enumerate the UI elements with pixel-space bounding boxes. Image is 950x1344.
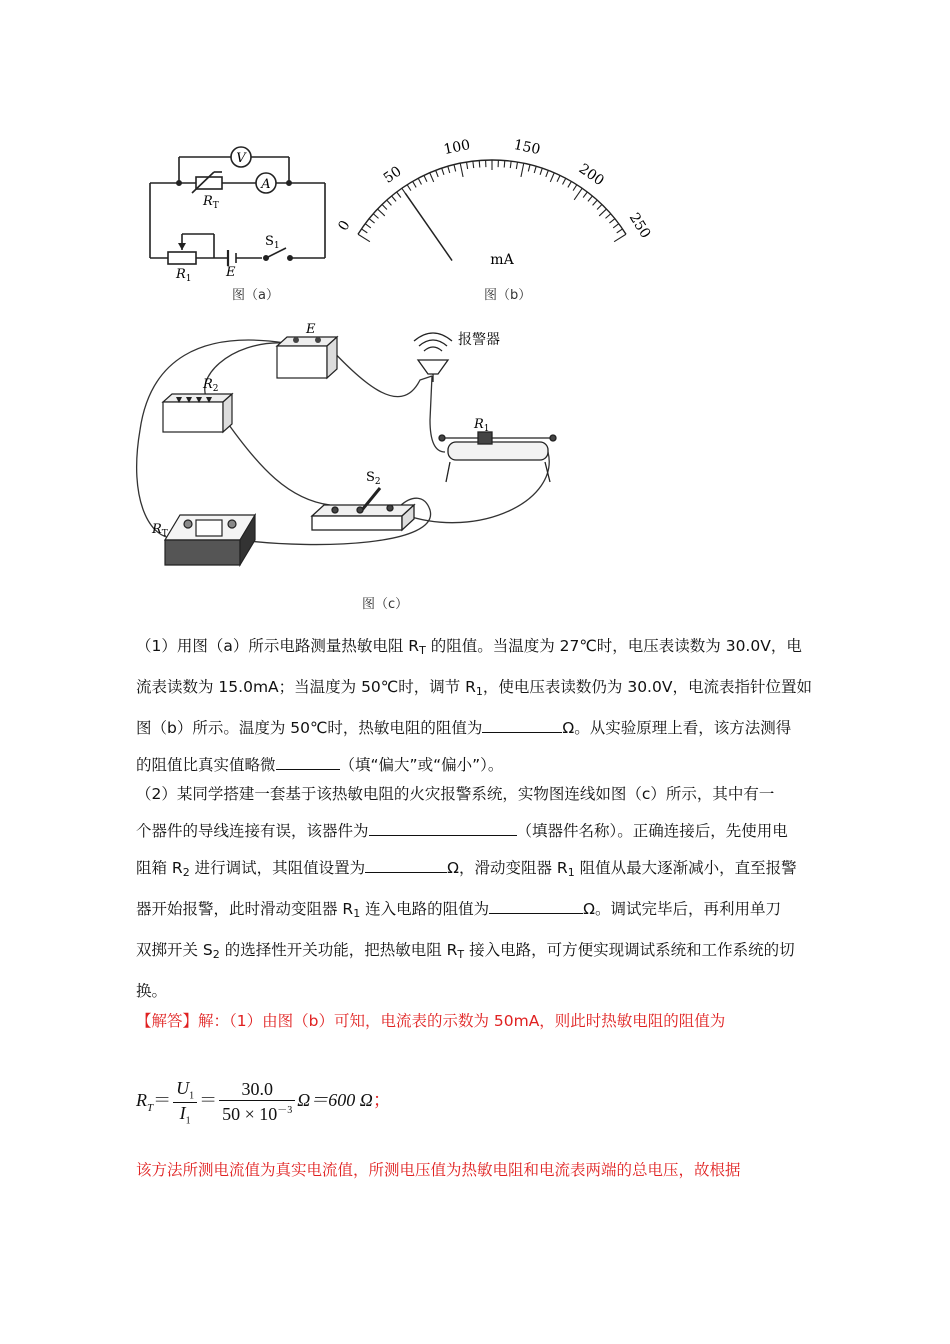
- meter-tick: [528, 165, 530, 172]
- meter-tick: [504, 161, 505, 168]
- figure-b-caption: 图（b）: [484, 288, 532, 303]
- r1c-sub: 1: [483, 424, 490, 434]
- switch-s2: [312, 488, 414, 530]
- meter-tick: [442, 168, 444, 175]
- meter-tick: [609, 219, 614, 223]
- q2-line-2: 个器件的导线连接有误，该器件为 （填器件名称）。正确连接后，先使用电: [136, 822, 788, 840]
- meter-tick: [369, 219, 374, 223]
- meter-tick: [614, 234, 626, 241]
- meter-unit: mA: [490, 252, 514, 268]
- question-2: [136, 776, 836, 1010]
- meter-tick: [424, 175, 427, 181]
- rheostat-arrow-icon: [178, 243, 186, 250]
- q2-line-3: 阻箱 $R_2$ 进行调试，其阻值设置为 Ω，滑动变阻器 $R_1$ 阻值从最大逐渐减小，直至报警: [136, 859, 797, 879]
- meter-tick: [467, 162, 468, 169]
- q1-line-2: 流表读数为 15.0mA；当温度为 50℃时，调节 $R_1$，使电压表读数仍为 30.0V，电流表指针位置如: [136, 678, 812, 698]
- answer-formula: $R_T=$ $\frac{U_1}{I_1}$ ＝ $\frac{30.0}{50 \times 10^{-3}}$ Ω＝600 Ω；: [136, 1078, 391, 1127]
- meter-tick-label: 0: [335, 217, 354, 234]
- svg-text:R1: [175, 267, 192, 284]
- figure-a-caption: 图（a）: [232, 288, 279, 303]
- meter-tick: [362, 229, 368, 233]
- meter-tick: [407, 185, 411, 191]
- meter-tick: [546, 170, 548, 177]
- rtc-sub: T: [161, 529, 168, 539]
- meter-tick: [448, 166, 450, 173]
- meter-tick: [550, 173, 554, 182]
- switch-sub: 1: [273, 241, 280, 251]
- answer-blank-r2[interactable]: [365, 857, 447, 873]
- meter-tick: [540, 168, 542, 175]
- s2-label: S: [366, 470, 375, 485]
- q2-line-4: 器开始报警，此时滑动变阻器 $R_1$ 连入电路的阻值为 Ω。调试完毕后，再利用单刀: [136, 900, 781, 920]
- thermistor-rt: [165, 515, 255, 565]
- rt-sub: T: [212, 201, 219, 211]
- meter-tick: [605, 214, 610, 219]
- answer-blank-r1[interactable]: [489, 898, 583, 914]
- meter-tick: [397, 192, 401, 198]
- q2-line-6: 换。: [136, 982, 168, 1000]
- meter-tick: [358, 234, 370, 241]
- ammeter-label: A: [261, 177, 271, 192]
- answer-followup: 该方法所测电流值为真实电流值，所测电压值为热敏电阻和电流表两端的总电压，故根据: [136, 1161, 741, 1179]
- meter-tick: [516, 162, 517, 169]
- meter-tick: [392, 196, 396, 201]
- meter-tick: [521, 163, 524, 177]
- meter-tick: [563, 178, 566, 184]
- meter-tick: [510, 161, 511, 168]
- meter-tick: [588, 196, 592, 201]
- meter-tick: [387, 200, 392, 205]
- meter-tick-label: 150: [512, 137, 542, 159]
- r2-sub: 2: [212, 384, 219, 394]
- s2-sub: 2: [374, 477, 381, 487]
- meter-tick: [534, 166, 536, 173]
- battery-box: [277, 337, 337, 378]
- meter-tick: [573, 185, 577, 191]
- meter-tick: [454, 165, 456, 172]
- figure-c-wiring: [137, 322, 556, 612]
- meter-tick: [418, 178, 421, 184]
- figures-panel: [0, 0, 950, 620]
- meter-tick: [574, 188, 582, 199]
- meter-tick: [373, 214, 378, 219]
- q2-line-1: （2）某同学搭建一套基于该热敏电阻的火灾报警系统，实物图连线如图（c）所示，其中有一: [136, 785, 775, 803]
- meter-tick-label: 50: [380, 163, 405, 187]
- answer-heading: 【解答】解：（1）由图（b）可知，电流表的示数为 50mA，则此时热敏电阻的阻值为: [136, 1012, 726, 1030]
- meter-tick: [430, 173, 434, 182]
- meter-tick-label: 250: [625, 210, 654, 242]
- meter-tick: [382, 204, 387, 209]
- resistance-box-r2: [163, 394, 232, 432]
- figure-b-meter: [335, 137, 653, 303]
- question-1: [136, 628, 836, 784]
- meter-tick: [557, 175, 560, 181]
- meter-tick: [593, 200, 598, 205]
- meter-tick: [479, 161, 480, 168]
- rt-label: R: [203, 194, 213, 209]
- meter-tick: [460, 163, 463, 177]
- r1-sub: 1: [185, 274, 192, 284]
- r1c-label: R: [474, 417, 484, 432]
- meter-tick: [597, 204, 602, 209]
- answer-blank-device[interactable]: [369, 820, 517, 836]
- meter-tick: [599, 209, 606, 216]
- r1-label: R: [176, 267, 186, 282]
- meter-tick: [365, 224, 371, 228]
- alarm-horn-icon: [414, 333, 452, 382]
- answer-blank-bias[interactable]: [276, 754, 340, 770]
- battery-label: E: [306, 322, 316, 337]
- svg-text:RT: [202, 194, 219, 211]
- meter-tick: [378, 209, 385, 216]
- svg-text:S2: [366, 470, 381, 487]
- rtc-label: R: [152, 522, 162, 537]
- voltmeter-label: V: [236, 151, 246, 166]
- svg-text:RT: [151, 522, 168, 539]
- meter-tick: [583, 192, 587, 198]
- meter-tick-label: 200: [575, 160, 607, 190]
- svg-text:R1: [473, 417, 490, 434]
- alarm-label: 报警器: [458, 332, 500, 348]
- meter-tick-label: 100: [442, 137, 472, 159]
- meter-tick: [473, 161, 474, 168]
- q1-line-1: （1）用图（a）所示电路测量热敏电阻 $R_T$ 的阻值。当温度为 27℃时，电压表读数为 30.0V，电: [136, 637, 802, 657]
- r2-label: R: [203, 377, 213, 392]
- q1-line-3: 图（b）所示。温度为 50℃时，热敏电阻的阻值为 Ω。从实验原理上看，该方法测得: [136, 719, 792, 737]
- meter-tick: [413, 181, 417, 187]
- meter-needle: [405, 193, 452, 260]
- figure-c-caption: 图（c）: [362, 597, 409, 612]
- source-label: E: [226, 265, 236, 280]
- switch-label: S: [265, 234, 274, 249]
- meter-tick: [568, 181, 572, 187]
- meter-tick: [436, 170, 438, 177]
- rheostat-r1: [439, 432, 556, 482]
- meter-tick: [617, 229, 623, 233]
- answer-blank-resistance[interactable]: [482, 717, 562, 733]
- svg-text:R2: [202, 377, 219, 394]
- q1-line-4: 的阻值比真实值略微 （填“偏大”或“偏小”）。: [136, 756, 504, 774]
- meter-tick: [613, 224, 619, 228]
- q2-line-5: 双掷开关 $S_2$ 的选择性开关功能，把热敏电阻 $R_T$ 接入电路，可方便实现调试系统和工作系统的切: [136, 941, 795, 961]
- svg-text:S1: [265, 234, 280, 251]
